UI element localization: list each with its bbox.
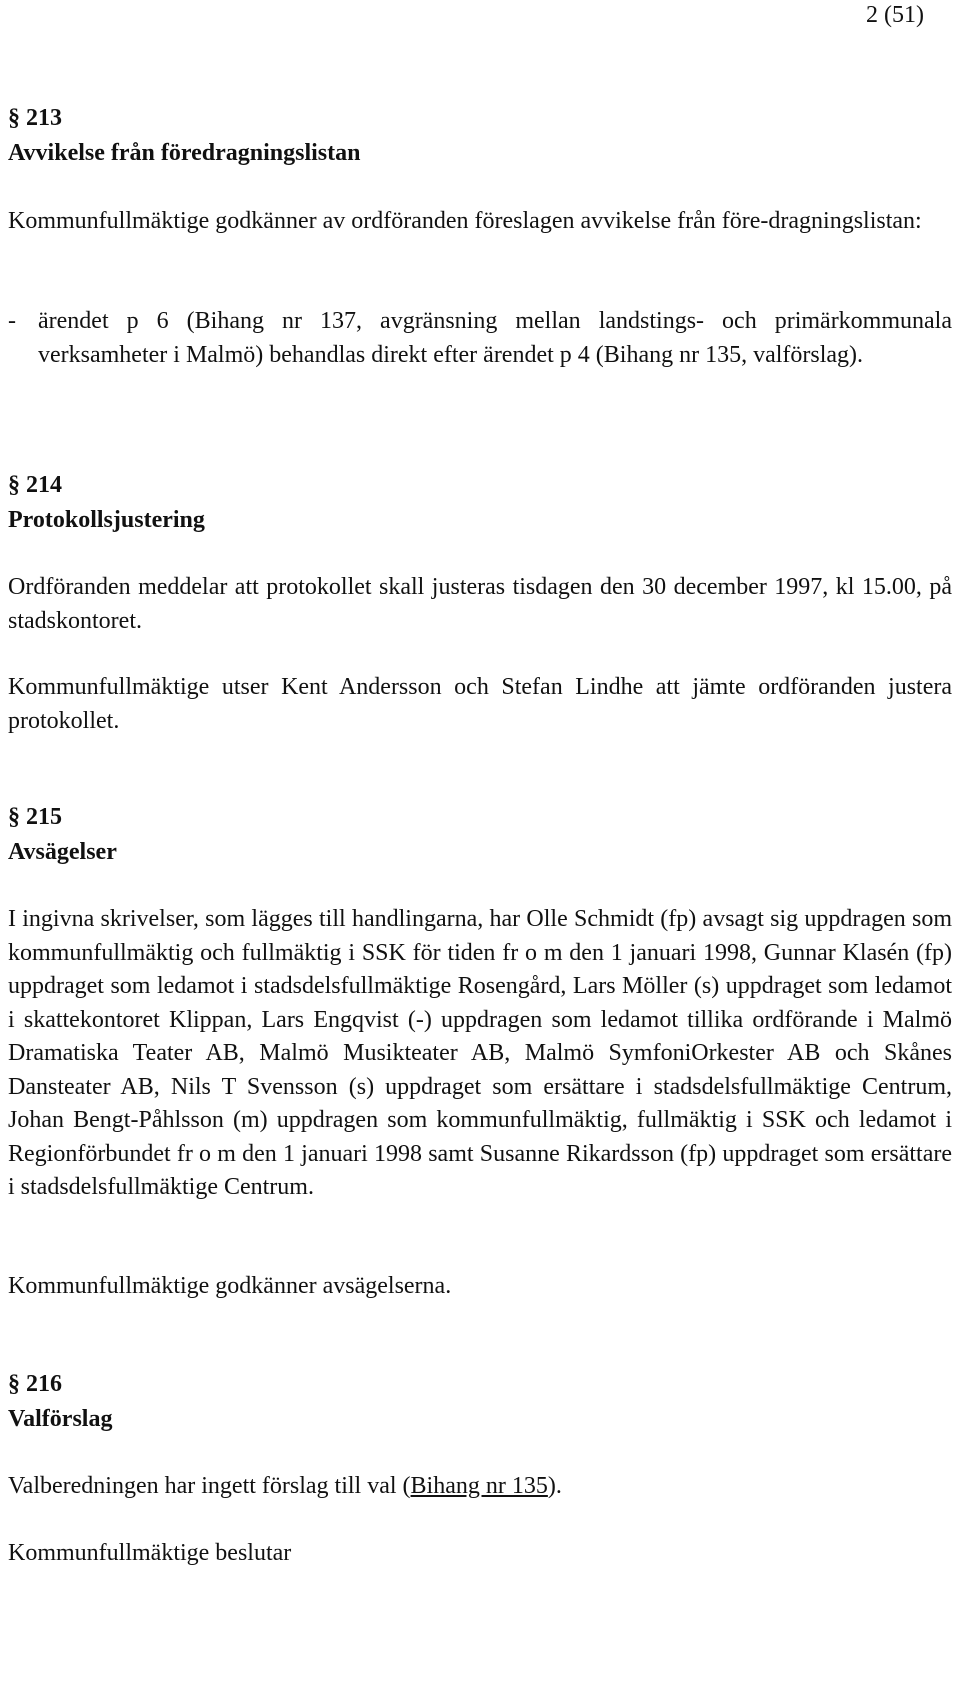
- section-215-paragraph-1: I ingivna skrivelser, som lägges till handlingarna, har Olle Schmidt (fp) avsagt sig uppdragen som kommunfullmäktig och fullmäktig i SSK för tiden fr o m den 1 januari 1998, Gunnar Klasén (fp) uppdraget som ledamot i stadsdelsfullmäktige Rosengård, Lars Möller (s) uppdraget som ledamot i skattekontoret Klippan, Lars Engqvist (-) uppdragen som ledamot tillika ordförande i Malmö Dramatiska Teater AB, Malmö Musikteater AB, Malmö SymfoniOrkester AB och Skånes Dansteater AB, Nils T Svensson (s) uppdraget som ersättare i stadsdelsfullmäktige Centrum, Johan Bengt-Påhlsson (m) uppdragen som kommunfullmäktig, fullmäktig i SSK och ledamot i Regionförbundet fr o m den 1 januari 1998 samt Susanne Rikardsson (fp) uppdraget som ersättare i stadsdelsfullmäktige Centrum.: [8, 906, 952, 1200]
- section-215-paragraph-2: Kommunfullmäktige godkänner avsägelserna.: [8, 1273, 452, 1299]
- section-216-paragraph-2: Kommunfullmäktige beslutar: [8, 1540, 292, 1566]
- page-number: 2 (51): [866, 2, 924, 28]
- section-213-list-item: [8, 305, 952, 372]
- paragraph-text: Valberedningen har ingett förslag till val (: [8, 1473, 411, 1499]
- list-dash: -: [8, 308, 16, 334]
- paragraph-text: ).: [547, 1473, 562, 1499]
- section-214-number: § 214: [8, 472, 62, 498]
- list-item-text: ärendet p 6 (Bihang nr 137, avgränsning mellan landstings- och primärkommunala verksamheter i Malmö) behandlas direkt efter ärendet p 4 (Bihang nr 135, valförslag).: [38, 308, 952, 368]
- section-214-paragraph-2: Kommunfullmäktige utser Kent Andersson och Stefan Lindhe att jämte ordföranden justera protokollet.: [8, 674, 952, 734]
- section-214-title: Protokollsjustering: [8, 507, 205, 533]
- section-215-title: Avsägelser: [8, 839, 117, 865]
- section-213-title: Avvikelse från föredragningslistan: [8, 140, 361, 166]
- section-215-number: § 215: [8, 804, 62, 830]
- section-214-paragraph-1: Ordföranden meddelar att protokollet skall justeras tisdagen den 30 december 1997, kl 15.00, på stadskontoret.: [8, 574, 952, 634]
- section-216-title: Valförslag: [8, 1406, 113, 1432]
- section-216-paragraph-1: [8, 1470, 952, 1504]
- section-216-number: § 216: [8, 1371, 62, 1397]
- section-213-intro: Kommunfullmäktige godkänner av ordföranden föreslagen avvikelse från före-dragningslistan:: [8, 208, 922, 234]
- bihang-reference-link[interactable]: Bihang nr 135: [410, 1473, 548, 1499]
- section-213-number: § 213: [8, 105, 62, 131]
